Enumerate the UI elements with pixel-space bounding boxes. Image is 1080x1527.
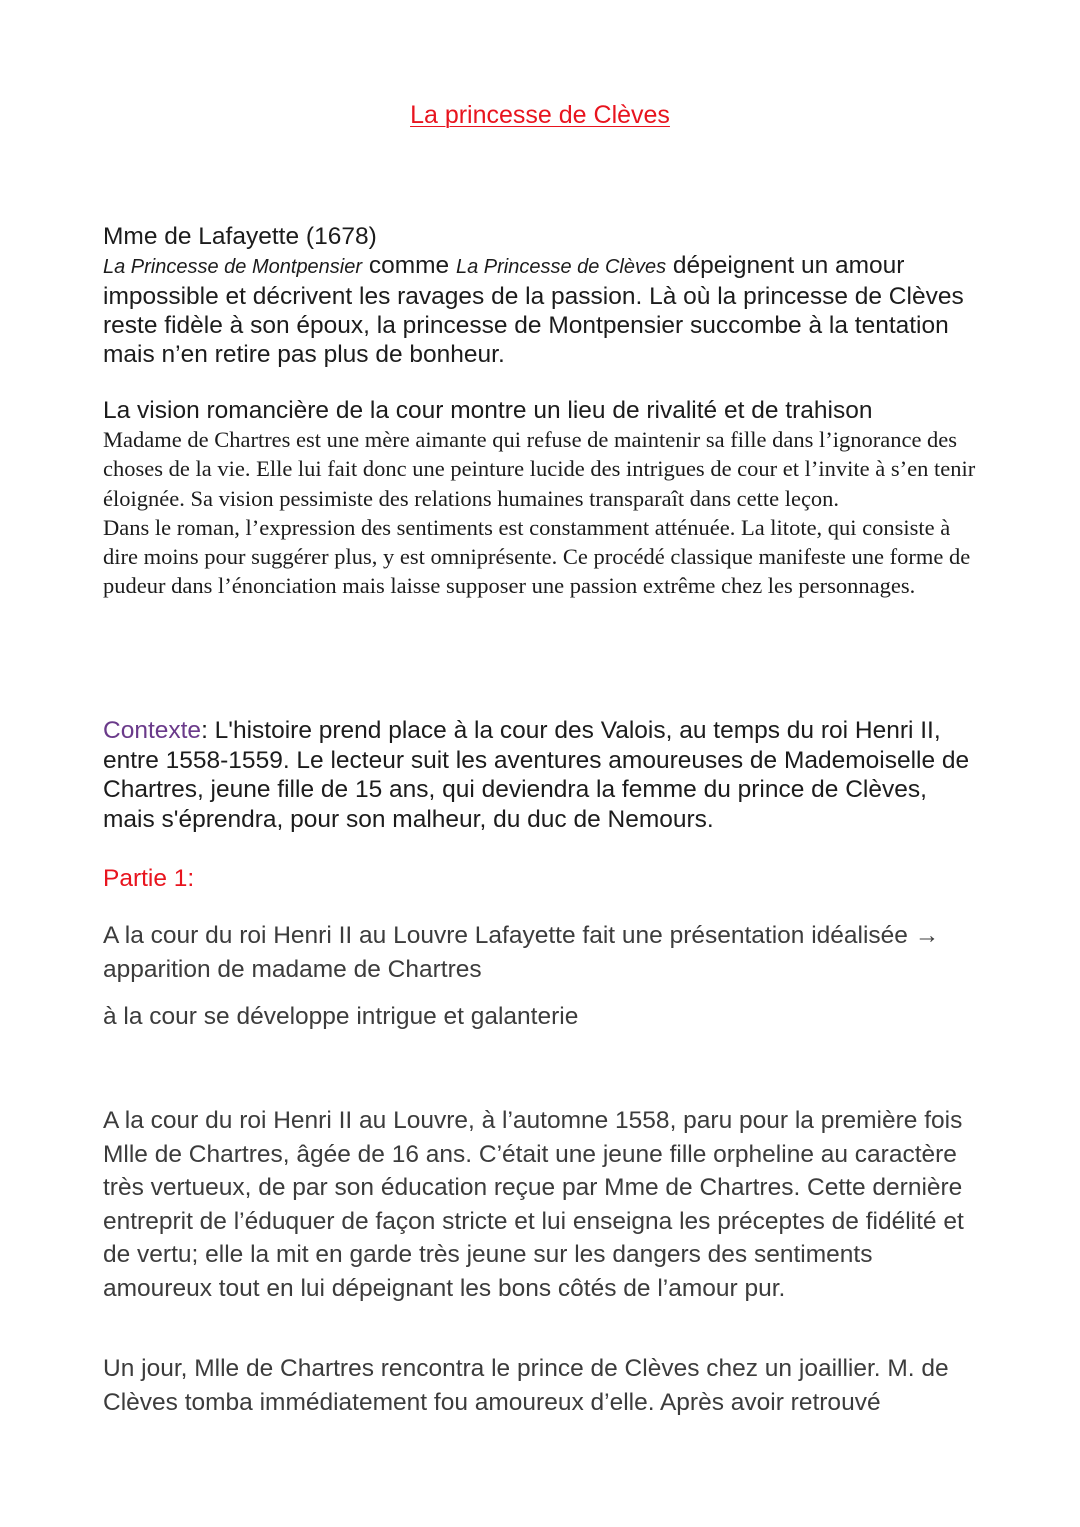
vision-text <box>103 425 988 601</box>
intro-paragraph <box>103 251 983 369</box>
vision-heading: La vision romancière de la cour montre un lieu de rivalité et de trahison <box>103 397 873 424</box>
contexte-paragraph <box>103 716 983 834</box>
presentation-paragraph: A la cour du roi Henri II au Louvre Lafayette fait une présentation idéalisée → apparition de madame de Chartres <box>103 922 940 983</box>
author-line: Mme de Lafayette (1678) <box>103 223 377 250</box>
cour-paragraph: à la cour se développe intrigue et galanterie <box>103 1003 579 1030</box>
work-title-montpensier: La Princesse de Montpensier <box>103 256 363 278</box>
contexte-text: : L'histoire prend place à la cour des Valois, au temps du roi Henri II, entre 1558-1559. Le lecteur suit les aventures amoureuses de Mademoiselle de Chartres, jeune fille de 15 ans, qui deviendra la femme du prince de Clèves, mais s'éprendra, pour son malheur, du duc de Nemours. <box>103 717 970 833</box>
work-title-cleves: La Princesse de Clèves <box>455 256 667 278</box>
partie-1-heading: Partie 1: <box>103 865 195 892</box>
vision-paragraph-1: Madame de Chartres est une mère aimante qui refuse de maintenir sa fille dans l’ignorance des choses de la vie. Elle lui fait donc une peinture lucide des intrigues de cour et l’invite à s’en tenir éloignée. Sa vision pessimiste des relations humaines transparaît dans cette leçon. <box>103 427 976 511</box>
intro-connector: comme <box>362 252 456 279</box>
summary-paragraph-1: A la cour du roi Henri II au Louvre, à l’automne 1558, paru pour la première fois Mlle de Chartres, âgée de 16 ans. C’était une jeune fille orpheline au caractère très vertueux, de par son éducation reçue par Mme de Chartres. Cette dernière entreprit de l’éduquer de façon stricte et lui enseigna les préceptes de fidélité et de vertu; elle la mit en garde très jeune sur les dangers des sentiments amoureux tout en lui dépeignant les bons côtés de l’amour pur. <box>103 1107 964 1302</box>
contexte-label: Contexte <box>103 717 202 744</box>
document-title: La princesse de Clèves <box>410 101 670 129</box>
vision-paragraph-2: Dans le roman, l’expression des sentiments est constamment atténuée. La litote, qui consiste à dire moins pour suggérer plus, y est omniprésente. Ce procédé classique manifeste une forme de pudeur dans l’énonciation mais laisse supposer une passion extrême chez les personnages. <box>103 514 971 599</box>
summary-paragraph-2: Un jour, Mlle de Chartres rencontra le prince de Clèves chez un joaillier. M. de Clèves tomba immédiatement fou amoureux d’elle. Après avoir retrouvé <box>103 1355 949 1416</box>
intro-text: dépeignent un amour impossible et décrivent les ravages de la passion. Là où la princesse de Clèves reste fidèle à son époux, la princesse de Montpensier succombe à la tentation mais n’en retire pas plus de bonheur. <box>103 252 964 368</box>
